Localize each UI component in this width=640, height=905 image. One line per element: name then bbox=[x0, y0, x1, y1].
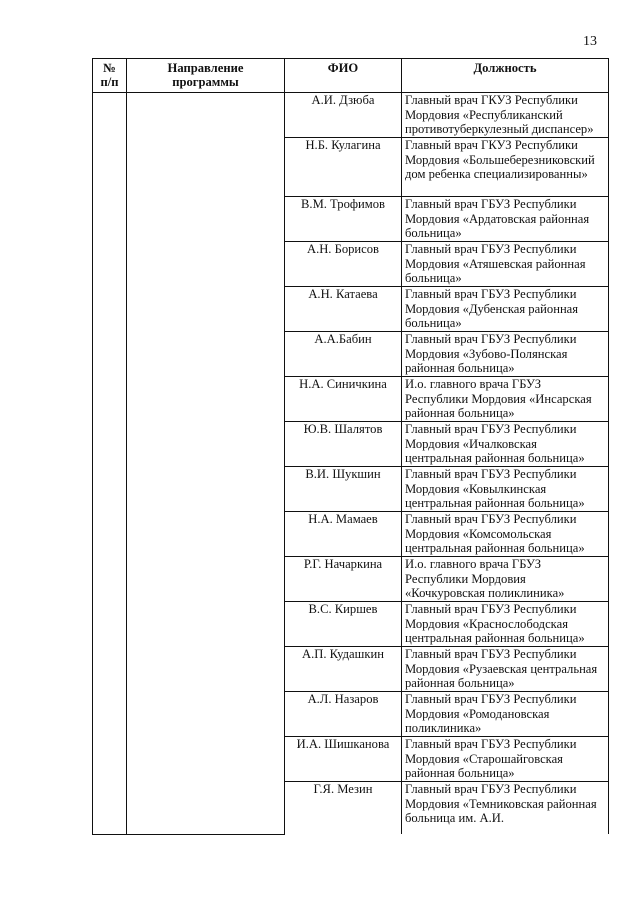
cell-fio: А.П. Кудашкин bbox=[285, 647, 402, 692]
cell-position: Главный врач ГБУЗ Республики Мордовия «Старошайговская районная больница» bbox=[402, 737, 609, 782]
staff-table bbox=[92, 58, 609, 835]
header-num: № п/п bbox=[93, 59, 127, 93]
cell-fio: Н.А. Мамаев bbox=[285, 512, 402, 557]
cell-fio: В.И. Шукшин bbox=[285, 467, 402, 512]
cell-position: Главный врач ГБУЗ Республики Мордовия «Комсомольская центральная районная больница» bbox=[402, 512, 609, 557]
cell-fio: А.А.Бабин bbox=[285, 332, 402, 377]
header-position: Должность bbox=[402, 59, 609, 93]
cell-fio: А.Л. Назаров bbox=[285, 692, 402, 737]
table-header-row bbox=[93, 59, 609, 93]
cell-position: Главный врач ГКУЗ Республики Мордовия «Республиканский противотуберкулезный диспансер» bbox=[402, 93, 609, 138]
page-number: 13 bbox=[583, 34, 597, 49]
cell-position: Главный врач ГБУЗ Республики Мордовия «Краснослободская центральная районная больница» bbox=[402, 602, 609, 647]
cell-fio: А.И. Дзюба bbox=[285, 93, 402, 138]
cell-position: Главный врач ГБУЗ Республики Мордовия «Зубово-Полянская районная больница» bbox=[402, 332, 609, 377]
cell-fio: Ю.В. Шалятов bbox=[285, 422, 402, 467]
cell-fio: В.С. Киршев bbox=[285, 602, 402, 647]
cell-position: И.о. главного врача ГБУЗ Республики Мордовия «Инсарская районная больница» bbox=[402, 377, 609, 422]
cell-fio: А.Н. Борисов bbox=[285, 242, 402, 287]
cell-fio: И.А. Шишканова bbox=[285, 737, 402, 782]
cell-position: Главный врач ГБУЗ Республики Мордовия «Атяшевская районная больница» bbox=[402, 242, 609, 287]
cell-position: Главный врач ГБУЗ Республики Мордовия «Ковылкинская центральная районная больница» bbox=[402, 467, 609, 512]
cell-position: И.о. главного врача ГБУЗ Республики Мордовия «Кочкуровская поликлиника» bbox=[402, 557, 609, 602]
cell-position: Главный врач ГБУЗ Республики Мордовия «Ромодановская поликлиника» bbox=[402, 692, 609, 737]
cell-position: Главный врач ГКУЗ Республики Мордовия «Большеберезниковский дом ребенка специализированны» bbox=[402, 138, 609, 197]
cell-position: Главный врач ГБУЗ Республики Мордовия «Ардатовская районная больница» bbox=[402, 197, 609, 242]
cell-position: Главный врач ГБУЗ Республики Мордовия «Рузаевская центральная районная больница» bbox=[402, 647, 609, 692]
cell-fio: Н.А. Синичкина bbox=[285, 377, 402, 422]
cell-position: Главный врач ГБУЗ Республики Мордовия «Ичалковская центральная районная больница» bbox=[402, 422, 609, 467]
cell-position: Главный врач ГБУЗ Республики Мордовия «Темниковская районная больница им. А.И. bbox=[402, 782, 609, 835]
cell-fio: А.Н. Катаева bbox=[285, 287, 402, 332]
cell-position: Главный врач ГБУЗ Республики Мордовия «Дубенская районная больница» bbox=[402, 287, 609, 332]
table-body bbox=[93, 93, 609, 835]
cell-fio: Р.Г. Начаркина bbox=[285, 557, 402, 602]
cell-fio: В.М. Трофимов bbox=[285, 197, 402, 242]
cell-num bbox=[93, 93, 127, 835]
header-fio: ФИО bbox=[285, 59, 402, 93]
cell-direction bbox=[127, 93, 285, 835]
cell-fio: Н.Б. Кулагина bbox=[285, 138, 402, 197]
table-row bbox=[93, 93, 609, 138]
cell-fio: Г.Я. Мезин bbox=[285, 782, 402, 835]
header-direction: Направление программы bbox=[127, 59, 285, 93]
